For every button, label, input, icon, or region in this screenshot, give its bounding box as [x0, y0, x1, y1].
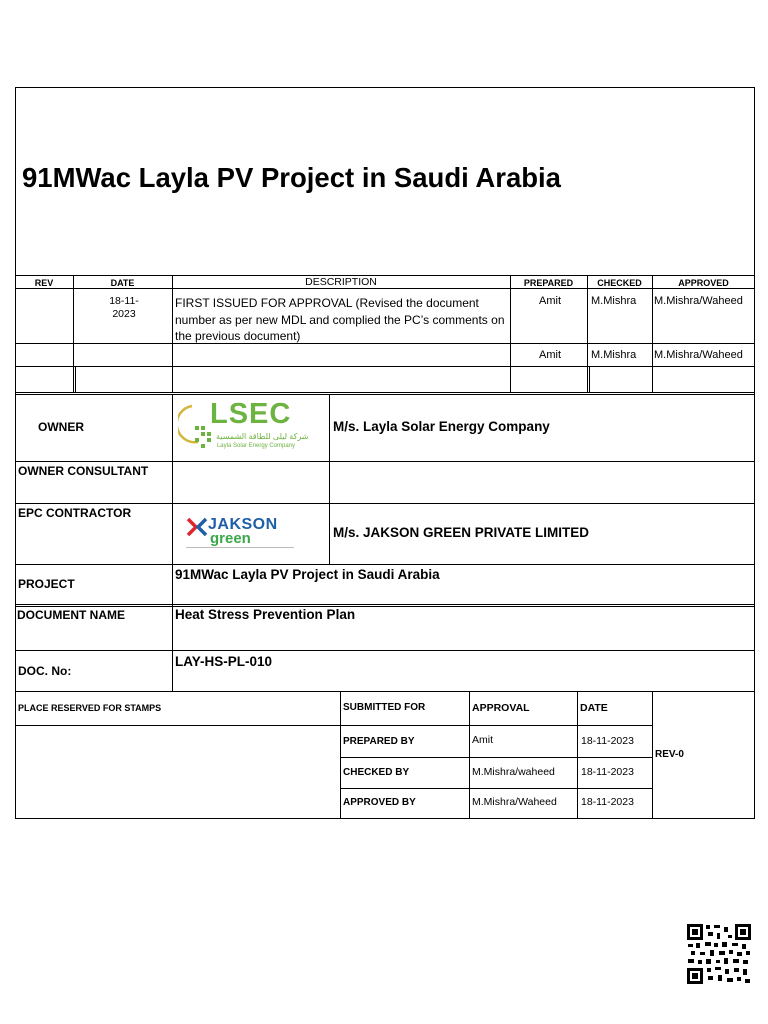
revision-row-date: 18-11-2023	[109, 295, 139, 320]
qr-code-graphic	[686, 923, 752, 985]
approved-header: APPROVED	[678, 278, 729, 288]
checked-by-label: CHECKED BY	[343, 767, 410, 778]
lsec-logo	[178, 398, 326, 458]
project-label: PROJECT	[18, 577, 75, 591]
rev-header: REV	[34, 278, 54, 288]
revision-row-checked: M.Mishra	[591, 349, 637, 361]
owner-label: OWNER	[38, 420, 84, 434]
revision-row-prepared: Amit	[539, 349, 561, 361]
epc-contractor-label: EPC CONTRACTOR	[18, 506, 132, 520]
document-title: 91MWac Layla PV Project in Saudi Arabia	[22, 162, 561, 193]
jakson-logo-line1: JAKSON	[208, 516, 278, 533]
stamps-label: PLACE RESERVED FOR STAMPS	[18, 703, 162, 713]
lsec-logo-text: LSEC	[210, 398, 292, 430]
jakson-green-logo	[184, 514, 296, 550]
epc-contractor-name: M/s. JAKSON GREEN PRIVATE LIMITED	[333, 525, 590, 540]
lsec-logo-subtitle: Layla Solar Energy Company	[216, 443, 296, 449]
prepared-header: PREPARED	[523, 278, 574, 288]
jakson-logo-mark	[186, 517, 208, 537]
jakson-logo-underline	[186, 547, 294, 548]
doc-number-value: LAY-HS-PL-010	[175, 654, 273, 669]
approved-by-date: 18-11-2023	[581, 796, 634, 808]
approved-by-label: APPROVED BY	[343, 797, 416, 808]
submitted-for-label: SUBMITTED FOR	[343, 702, 426, 713]
revision-row-checked: M.Mishra	[591, 295, 637, 307]
doc-number-label: DOC. No:	[18, 664, 72, 678]
document-name-value: Heat Stress Prevention Plan	[175, 607, 356, 622]
checked-by-date: 18-11-2023	[581, 766, 634, 778]
prepared-by-label: PREPARED BY	[343, 736, 415, 747]
revision-row-approved: M.Mishra/Waheed	[654, 295, 743, 307]
revision-code: REV-0	[655, 749, 684, 760]
owner-name: M/s. Layla Solar Energy Company	[333, 419, 550, 434]
approval-date-label: DATE	[580, 702, 608, 714]
project-value: 91MWac Layla PV Project in Saudi Arabia	[175, 567, 440, 582]
revision-row-approved: M.Mishra/Waheed	[654, 349, 743, 361]
date-header: DATE	[110, 278, 135, 288]
checked-header: CHECKED	[597, 278, 642, 288]
prepared-by-name: Amit	[472, 734, 493, 746]
jakson-logo-line2: green	[210, 530, 251, 547]
revision-row-description: FIRST ISSUED FOR APPROVAL (Revised the document number as per new MDL and complied the PC’s comments on the previous document)	[175, 296, 505, 343]
revision-row-prepared: Amit	[539, 295, 561, 307]
document-name-label: DOCUMENT NAME	[17, 608, 125, 622]
lsec-logo-arabic: شركة ليلى للطاقة الشمسية	[216, 432, 309, 441]
description-header: DESCRIPTION	[305, 276, 377, 288]
owner-consultant-label: OWNER CONSULTANT	[18, 464, 149, 478]
submitted-for-value: APPROVAL	[472, 702, 530, 714]
approved-by-name: M.Mishra/Waheed	[472, 796, 557, 808]
qr-code-icon[interactable]	[686, 923, 752, 985]
checked-by-name: M.Mishra/waheed	[472, 766, 555, 778]
prepared-by-date: 18-11-2023	[581, 735, 634, 747]
